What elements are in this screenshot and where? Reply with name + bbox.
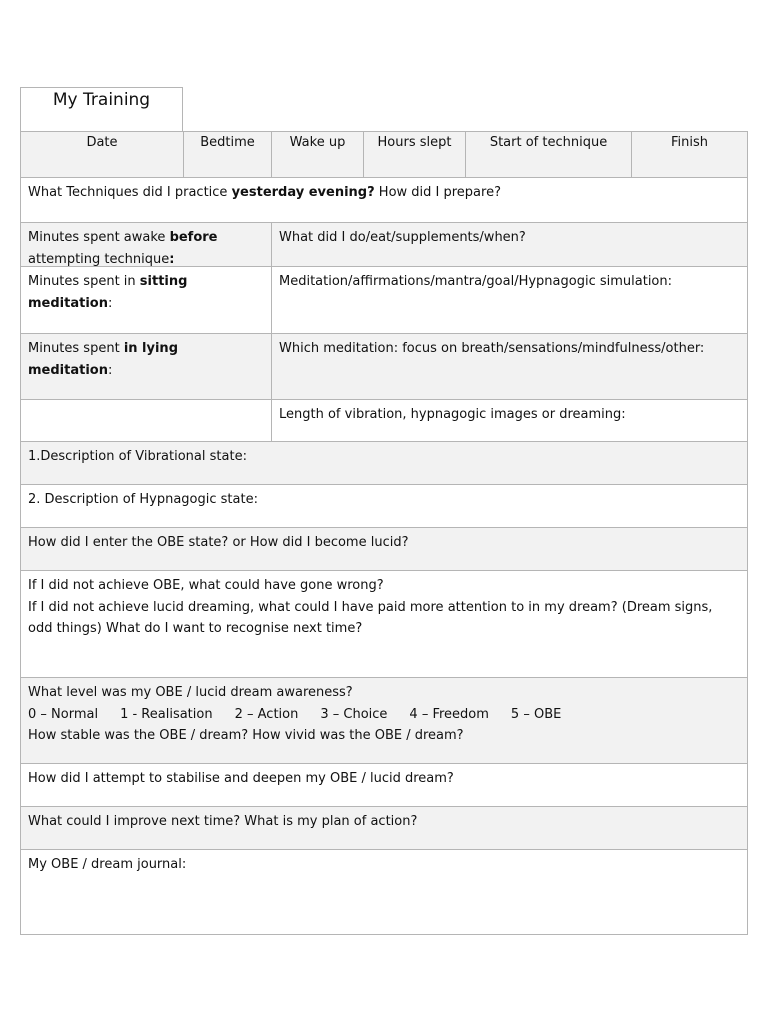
- enter-obe-question: How did I enter the OBE state? or How did I become lucid?: [28, 535, 409, 550]
- which-meditation-question: Which meditation: focus on breath/sensations/mindfulness/other:: [271, 334, 747, 399]
- stabilise-question: How did I attempt to stabilise and deepen my OBE / lucid dream?: [28, 771, 454, 786]
- awake-colon: :: [169, 251, 175, 267]
- header-bedtime: Bedtime: [183, 132, 271, 177]
- techniques-question: [21, 178, 747, 222]
- sitting-bold: sitting meditation: [28, 274, 188, 311]
- level-0: 0 – Normal: [28, 706, 99, 722]
- obe-wrong-text: If I did not achieve OBE, what could have gone wrong?: [28, 578, 384, 593]
- gone-wrong-row: [21, 570, 747, 677]
- awareness-level-text: What level was my OBE / lucid dream awareness?: [28, 685, 353, 700]
- awareness-level-question: [21, 678, 747, 763]
- header-hours-slept: Hours slept: [363, 132, 465, 177]
- awake-bold: before: [169, 230, 218, 245]
- hypnagogic-state-row: [21, 484, 747, 527]
- hypnagogic-state-question: 2. Description of Hypnagogic state:: [28, 492, 258, 507]
- techniques-text-end: How did I prepare?: [374, 185, 501, 200]
- sitting-label: [21, 267, 271, 333]
- header-row: [21, 131, 747, 177]
- sitting-row: [21, 266, 747, 333]
- awareness-level-scale: [28, 704, 740, 726]
- awake-row: [21, 222, 747, 266]
- header-finish: Finish: [631, 132, 747, 177]
- awake-text-end: attempting technique: [28, 251, 170, 267]
- improve-question: What could I improve next time? What is my plan of action?: [28, 814, 418, 829]
- lying-text: Minutes spent: [28, 341, 124, 356]
- sitting-text: Minutes spent in: [28, 274, 140, 289]
- stabilise-row: [21, 763, 747, 806]
- journal-row: [21, 849, 747, 935]
- level-1: 1 - Realisation: [120, 706, 213, 722]
- level-2: 2 – Action: [234, 706, 299, 722]
- vibration-length-row: [21, 399, 747, 441]
- stability-text: How stable was the OBE / dream? How vivid was the OBE / dream?: [28, 728, 464, 743]
- header-date: Date: [86, 135, 118, 150]
- vibrational-state-question: 1.Description of Vibrational state:: [28, 449, 247, 464]
- lying-bold: in lying meditation: [28, 341, 178, 378]
- meditation-affirmations-question: Meditation/affirmations/mantra/goal/Hypnagogic simulation:: [271, 267, 747, 333]
- title-box: [20, 87, 183, 131]
- lying-label: [21, 334, 271, 399]
- training-sheet: [20, 131, 748, 935]
- lying-colon: :: [107, 362, 113, 378]
- techniques-bold: yesterday evening?: [231, 185, 375, 200]
- level-5: 5 – OBE: [510, 706, 562, 722]
- awareness-level-row: [21, 677, 747, 763]
- header-wake-up: Wake up: [271, 132, 363, 177]
- page-title: My Training: [52, 90, 151, 110]
- sitting-colon: :: [107, 295, 113, 311]
- awake-text: Minutes spent awake: [28, 230, 170, 245]
- level-4: 4 – Freedom: [409, 706, 489, 722]
- header-start-of-technique: Start of technique: [465, 132, 631, 177]
- vibration-length-blank: [21, 400, 271, 441]
- awake-supplements-question: What did I do/eat/supplements/when?: [271, 223, 747, 266]
- techniques-text: What Techniques did I practice: [28, 185, 232, 200]
- techniques-row: [21, 177, 747, 222]
- lucid-wrong-text: If I did not achieve lucid dreaming, what could I have paid more attention to in my dream? (Dream signs, odd things) What do I want to recognise next time?: [28, 599, 713, 636]
- vibrational-state-row: [21, 441, 747, 484]
- enter-obe-row: [21, 527, 747, 570]
- gone-wrong-question: [21, 571, 747, 677]
- vibration-length-question: Length of vibration, hypnagogic images or dreaming:: [271, 400, 747, 441]
- improve-row: [21, 806, 747, 849]
- lying-row: [21, 333, 747, 399]
- level-3: 3 – Choice: [320, 706, 388, 722]
- awake-label: [21, 223, 271, 266]
- journal-label: My OBE / dream journal:: [28, 857, 187, 872]
